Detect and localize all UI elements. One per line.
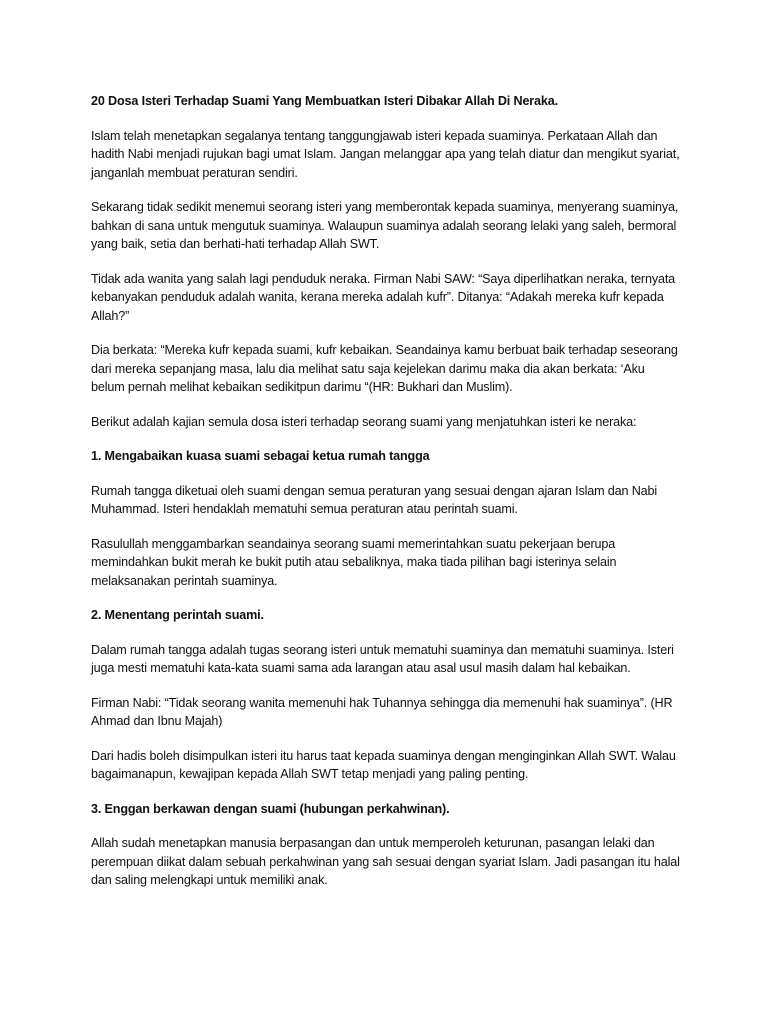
document-body bbox=[91, 92, 681, 906]
paragraph-point-2-c: Dari hadis boleh disimpulkan isteri itu harus taat kepada suaminya dengan menginginkan Allah SWT. Walau bagaimanapun, kewajipan kepada Allah SWT tetap menjadi yang paling penting. bbox=[91, 748, 676, 781]
paragraph-intro: Islam telah menetapkan segalanya tentang tanggungjawab isteri kepada suaminya. Perkataan Allah dan hadith Nabi menjadi rujukan bagi umat Islam. Jangan melanggar apa yang telah diatur dan mengikut syariat, janganlah membuat peraturan sendiri. bbox=[91, 128, 680, 180]
paragraph-point-3-a: Allah sudah menetapkan manusia berpasangan dan untuk memperoleh keturunan, pasangan lelaki dan perempuan diikat dalam sebuah perkahwinan yang sah sesuai dengan syariat Islam. Jadi pasangan itu halal dan saling melengkapi untuk memiliki anak. bbox=[91, 836, 680, 887]
paragraph-rebellious-wife: Sekarang tidak sedikit menemui seorang isteri yang memberontak kepada suaminya, menyerang suaminya, bahkan di sana untuk mengutuk suaminya. Walaupun suaminya adalah seorang lelaki yang saleh, bermoral yang baik, setia dan berhati-hati terhadap Allah SWT. bbox=[91, 200, 679, 251]
paragraph-point-1-a: Rumah tangga diketuai oleh suami dengan semua peraturan yang sesuai dengan ajaran Islam dan Nabi Muhammad. Isteri hendaklah mematuhi semua peraturan atau perintah suami. bbox=[91, 483, 657, 516]
heading-point-2: 2. Menentang perintah suami. bbox=[91, 608, 264, 622]
paragraph-point-2-b: Firman Nabi: “Tidak seorang wanita memenuhi hak Tuhannya sehingga dia memenuhi hak suaminya”. (HR Ahmad dan Ibnu Majah) bbox=[91, 695, 673, 728]
paragraph-list-intro: Berikut adalah kajian semula dosa isteri terhadap seorang suami yang menjatuhkan isteri ke neraka: bbox=[91, 414, 637, 429]
document-title: 20 Dosa Isteri Terhadap Suami Yang Membuatkan Isteri Dibakar Allah Di Neraka. bbox=[91, 94, 558, 108]
heading-point-1: 1. Mengabaikan kuasa suami sebagai ketua rumah tangga bbox=[91, 449, 430, 463]
heading-point-3: 3. Enggan berkawan dengan suami (hubungan perkahwinan). bbox=[91, 801, 450, 816]
paragraph-hadith-answer: Dia berkata: “Mereka kufr kepada suami, kufr kebaikan. Seandainya kamu berbuat baik terhadap seseorang dari mereka sepanjang masa, lalu dia melihat satu saja kejelekan darimu maka dia akan berkata: ‘Aku belum pernah melihat kebaikan sedikitpun darimu “(HR: Bukhari dan Muslim). bbox=[91, 343, 678, 394]
paragraph-point-1-b: Rasulullah menggambarkan seandainya seorang suami memerintahkan suatu pekerjaan berupa memindahkan bukit merah ke bukit putih atau sebaliknya, maka tiada pilihan bagi isterinya selain melaksanakan perintah suaminya. bbox=[91, 536, 617, 588]
paragraph-hadith-hell: Tidak ada wanita yang salah lagi penduduk neraka. Firman Nabi SAW: “Saya diperlihatkan neraka, ternyata kebanyakan penduduk adalah wanita, kerana mereka adalah kufr”. Ditanya: “Adakah mereka kufr kepada Allah?” bbox=[91, 271, 676, 323]
paragraph-point-2-a: Dalam rumah tangga adalah tugas seorang isteri untuk mematuhi suaminya dan mematuhi suaminya. Isteri juga mesti mematuhi kata-kata suami sama ada larangan atau asal usul masih dalam hal kebaikan. bbox=[91, 642, 674, 675]
